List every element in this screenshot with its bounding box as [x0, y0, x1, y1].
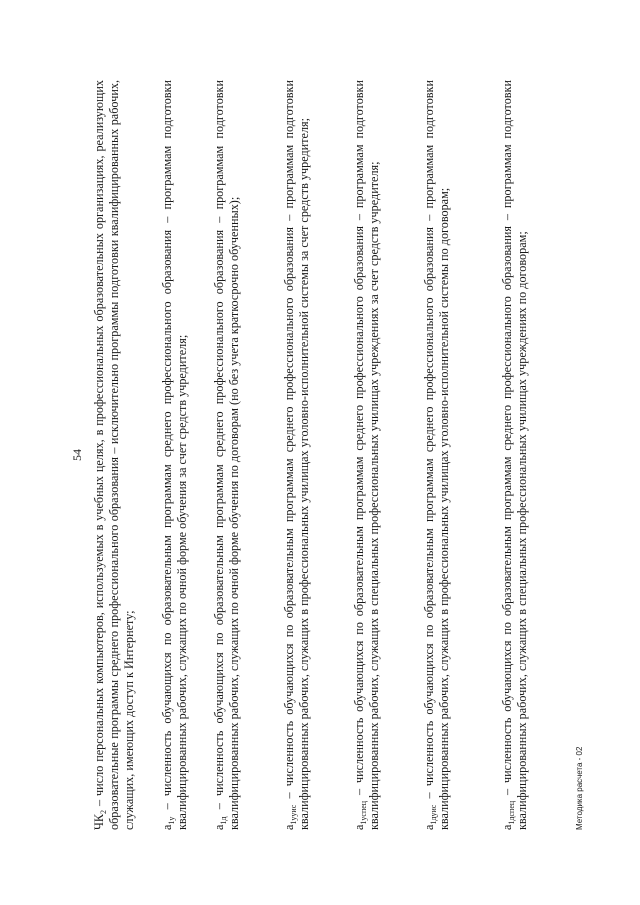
- term-symbol: a: [160, 824, 174, 830]
- term-dash: –: [282, 786, 296, 805]
- term-symbol: a: [282, 824, 296, 830]
- definition-text: численность обучающихся по образовательным программам среднего профессионального образования – программам подготовки квалифицированных рабочих, служащих в специальных профессиональных училищах учреждениях по договорам;: [500, 80, 529, 830]
- term-subscript: 1дспец: [507, 800, 516, 825]
- term-symbol: a: [352, 824, 366, 830]
- term-dash: –: [212, 796, 226, 817]
- term-subscript: 1д: [219, 816, 228, 825]
- term-subscript: 1дуис: [429, 804, 438, 825]
- term-subscript: 2: [99, 809, 108, 814]
- term-subscript: 1ууис: [289, 804, 298, 825]
- term-dash: –: [422, 786, 436, 805]
- term-symbol: a: [422, 824, 436, 830]
- term-symbol: a: [500, 824, 514, 830]
- footer-label: Методика расчета - 02: [575, 746, 584, 830]
- term-symbol: ЧК: [92, 813, 106, 830]
- definition-text: численность обучающихся по образовательным программам среднего профессионального образования – программам подготовки квалифицированных рабочих, служащих по очной форме обучения за счет средств учредителя;: [160, 80, 189, 830]
- term-dash: –: [92, 795, 106, 810]
- definition-paragraph: [500, 80, 530, 830]
- definition-paragraph: [160, 80, 190, 830]
- definition-text: число персональных компьютеров, используемых в учебных целях, в профессиональных образовательных организациях, реализующих образовательные программы среднего профессионального образования – исключительно программы подготовки квалифицированных рабочих, служащих, имеющих доступ к Интернету;: [92, 80, 136, 830]
- term-dash: –: [160, 796, 174, 817]
- definition-text: численность обучающихся по образовательным программам среднего профессионального образования – программам подготовки квалифицированных рабочих, служащих по очной форме обучения по договорам (но без учета краткосрочно обученных);: [212, 80, 241, 830]
- term-dash: –: [500, 782, 514, 801]
- definition-paragraph: [282, 80, 312, 830]
- definition-text: численность обучающихся по образовательным программам среднего профессионального образования – программам подготовки квалифицированных рабочих, служащих в профессиональных училищах уголовно-исполнительной системы по договорам;: [422, 80, 451, 830]
- term-symbol: a: [212, 824, 226, 830]
- definition-text: численность обучающихся по образовательным программам среднего профессионального образования – программам подготовки квалифицированных рабочих, служащих в специальных профессиональных училищах учреждениях за счет средств учредителя;: [352, 80, 381, 830]
- definition-paragraph: [212, 80, 242, 830]
- term-dash: –: [352, 783, 366, 801]
- term-subscript: 1успец: [359, 800, 368, 825]
- definition-paragraph: [422, 80, 452, 830]
- page-number: 54: [70, 449, 84, 461]
- rotated-content: [70, 80, 590, 830]
- definition-paragraph: [352, 80, 382, 830]
- definition-paragraph: [92, 80, 137, 830]
- definition-text: численность обучающихся по образовательным программам среднего профессионального образования – программам подготовки квалифицированных рабочих, служащих в профессиональных училищах уголовно-исполнительной системы за счет средств учредителя;: [282, 80, 311, 830]
- term-subscript: 1у: [167, 816, 176, 825]
